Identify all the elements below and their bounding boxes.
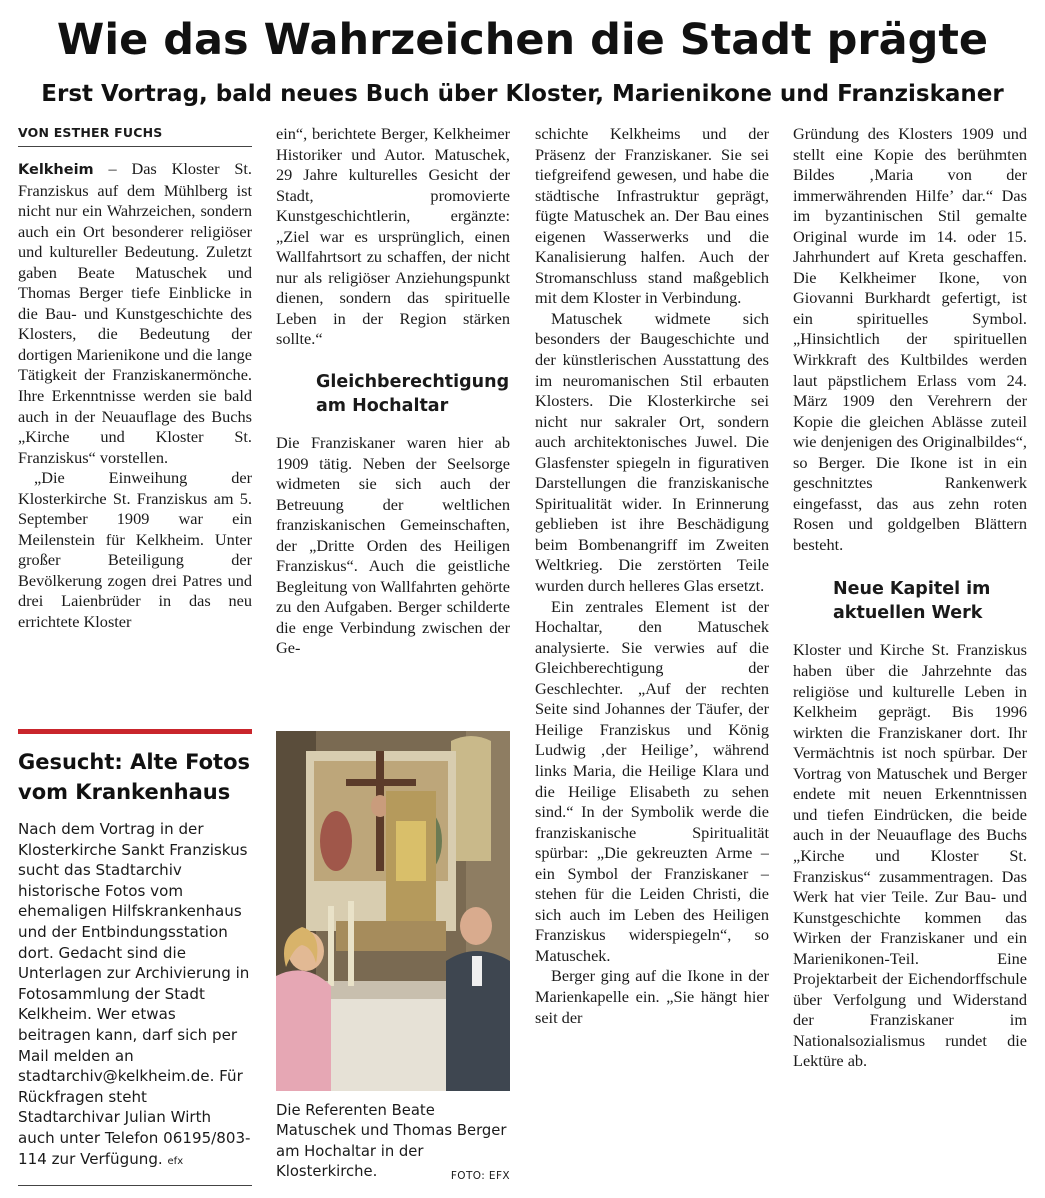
photo-caption: Die Referenten Beate Matuschek und Thomas Berger am Hochaltar in der Klosterkirche. bbox=[276, 1102, 507, 1180]
subheading: Gleichberechtigung am Hochaltar bbox=[316, 372, 510, 417]
article-paragraph: Kloster und Kirche St. Franziskus haben über die Jahrzehnte das religiöse und kulturelle Leben in Kelkheim geprägt. Bis 1996 wirkten die Franziskaner dort. Ihr Vermächtnis ist noch spürbar. Der Vortrag von Matuschek und Berger endete mit neuen Erkenntnissen und tiefen Eindrücken, die beide auch in der Neuauflage des Buchs „Kirche und Kloster St. Franziskus“ zusammentragen. Das Werk hat vier Teile. Zur Bau- und Kunstgeschichte kommen das Wirken der Franziskaner und ein Marienikonen-Teil. Eine Projektarbeit der Eichendorffschule über Verfolgung und Widerstand der Franziskaner im Nationalsozialismus rundet die Lektüre ab. bbox=[793, 640, 1027, 1071]
article-paragraph: ein“, berichtete Berger, Kelkheimer Historiker und Autor. Matuschek, 29 Jahre kulturelles Gesicht der Stadt, promovierte Kunstgeschichtlerin, ergänzte: „Ziel war es ursprünglich, einen Wallfahrtsort zu schaffen, der nicht nur als religiöser Anziehungspunkt dienen, sondern das spirituelle Leben in der Region stärken sollte.“ bbox=[276, 124, 510, 349]
paragraph-text: – Das Kloster St. Franziskus auf dem Mühlberg ist nicht nur ein Wahrzeichen, sondern auch ein Ort besonderer religiöser und kultureller Bedeutung. Zuletzt gaben Beate Matuschek und Thomas Berger tiefe Einblicke in die Bau- und Kunstgeschichte des Klosters, die Bedeutung der dortigen Marienikone und die lange Tätigkeit der Franziskanermönche. Ihre Erkenntnisse werden sie bald auch in der Neuauflage des Buchs „Kirche und Kloster St. Franziskus“ vorstellen. bbox=[18, 159, 252, 467]
subheadline: Erst Vortrag, bald neues Buch über Kloster, Marienikone und Franziskaner bbox=[41, 81, 1004, 107]
article-paragraph: „Die Einweihung der Klosterkirche St. Franziskus am 5. September 1909 war ein Meilenstein für Kelkheim. Unter großer Beteiligung der Bevölkerung zogen drei Patres und drei Laienbrüder in das neu errichtete Kloster bbox=[18, 468, 252, 632]
info-box-title: Gesucht: Alte Fotos vom Krankenhaus bbox=[18, 750, 251, 804]
article-paragraph: Die Franziskaner waren hier ab 1909 tätig. Neben der Seelsorge widmeten sie sich auch der Betreuung der weltlichen franziskanischen Gemeinschaften, der „Dritte Orden des Heiligen Franziskus“. Auch die geistliche Begleitung von Wallfahrten gehörte zu den Aufgaben. Berger schilderte die enge Verbindung zwischen der Ge- bbox=[276, 433, 510, 658]
info-box-body: Nach dem Vortrag in der Klosterkirche Sankt Franziskus sucht das Stadtarchiv historische Fotos vom ehemaligen Hilfskrankenhaus und der Entbindungsstation dort. Gedacht sind die Unterlagen zur Archivierung in Fotosammlung der Stadt Kelkheim. Wer etwas beitragen kann, darf sich per Mail melden an stadtarchiv@kelkheim.de. Für Rückfragen steht Stadtarchivar Julian Wirth auch unter Telefon 06195/803-114 zur Verfügung. bbox=[18, 820, 251, 1168]
info-box-text bbox=[18, 819, 252, 1172]
article-column-2 bbox=[276, 124, 510, 723]
author-signature: efx bbox=[167, 1155, 184, 1167]
altar-photo bbox=[276, 731, 510, 1091]
article-paragraph: Ein zentrales Element ist der Hochaltar, den Matuschek analysierte. Sie verwies auf die Gleichberechtigung der Geschlechter. „Auf der rechten Seite sind Johannes der Täufer, der Heilige Franziskus und König Ludwig ‚der Heilige’, während links Maria, die Heilige Klara und die Heilige Elisabeth zu sehen sind.“ In der Symbolik werde die franziskanische Spiritualität spürbar: „Die gekreuzten Arme – ein Symbol der Franziskaner – stehen für die Leiden Christi, die sich auch im Leben des Heiligen Franziskus widerspiegeln“, so Matuschek. bbox=[535, 596, 769, 965]
article-column-3 bbox=[535, 124, 769, 1190]
subheading: Neue Kapitel im aktuellen Werk bbox=[833, 579, 991, 624]
photo-credit: FOTO: EFX bbox=[450, 1170, 510, 1182]
article-paragraph: Matuschek widmete sich besonders der Baugeschichte und der künstlerischen Ausstattung des im neuromanischen Stil erbauten Klosters. Die Klosterkirche sei nicht nur sakraler Ort, sondern auch architektonisches Juwel. Die Glasfenster spiegeln in figurativen Darstellungen die franziskanische Spiritualität wider. In Erinnerung geblieben ist ihre Beschädigung beim Bombenangriff im Zweiten Weltkrieg. Die zerstörten Teile wurden durch helleres Glas ersetzt. bbox=[535, 308, 769, 596]
dateline-place: Kelkheim bbox=[18, 162, 94, 178]
headline: Wie das Wahrzeichen die Stadt prägte bbox=[56, 15, 989, 65]
altar-photo-illustration bbox=[276, 731, 510, 1091]
byline: VON ESTHER FUCHS bbox=[18, 124, 252, 147]
article-column-4 bbox=[793, 124, 1027, 1190]
article-paragraph: Berger ging auf die Ikone in der Marienkapelle ein. „Sie hängt hier seit der bbox=[535, 966, 769, 1027]
article-paragraph: Gründung des Klosters 1909 und stellt eine Kopie des berühmten Bildes ‚Maria von der immerwährenden Hilfe’ dar.“ Das im byzantinischen Stil gemalte Original wurde im 14. oder 15. Jahrhundert auf Kreta geschaffen. Die Kelkheimer Ikone, von Giovanni Burkhardt gefertigt, ist ein spirituelles Symbol. „Hinsichtlich der spirituellen Wirkkraft des Kultbildes werden laut päpstlichem Erlass vom 24. März 1909 den Verehrern der Kopie die gleichen Ablässe zuteil wie denjenigen des Originalbildes“, so Berger. Die Ikone ist in ein geschnitztes Rankenwerk eingefasst, das aus zehn roten Rosen und goldgelben Blättern besteht. bbox=[793, 124, 1027, 554]
article-paragraph: schichte Kelkheims und der Präsenz der Franziskaner. Sie sei tiefgreifend gewesen, und habe die städtische Infrastruktur geprägt, fügte Matuschek an. Der Bau eines eigenen Wasserwerks und die Kanalisierung halfen. Auch der Stromanschluss stand maßgeblich mit dem Kloster in Verbindung. bbox=[535, 124, 769, 308]
article-paragraph bbox=[18, 159, 252, 468]
info-box bbox=[18, 729, 252, 1186]
